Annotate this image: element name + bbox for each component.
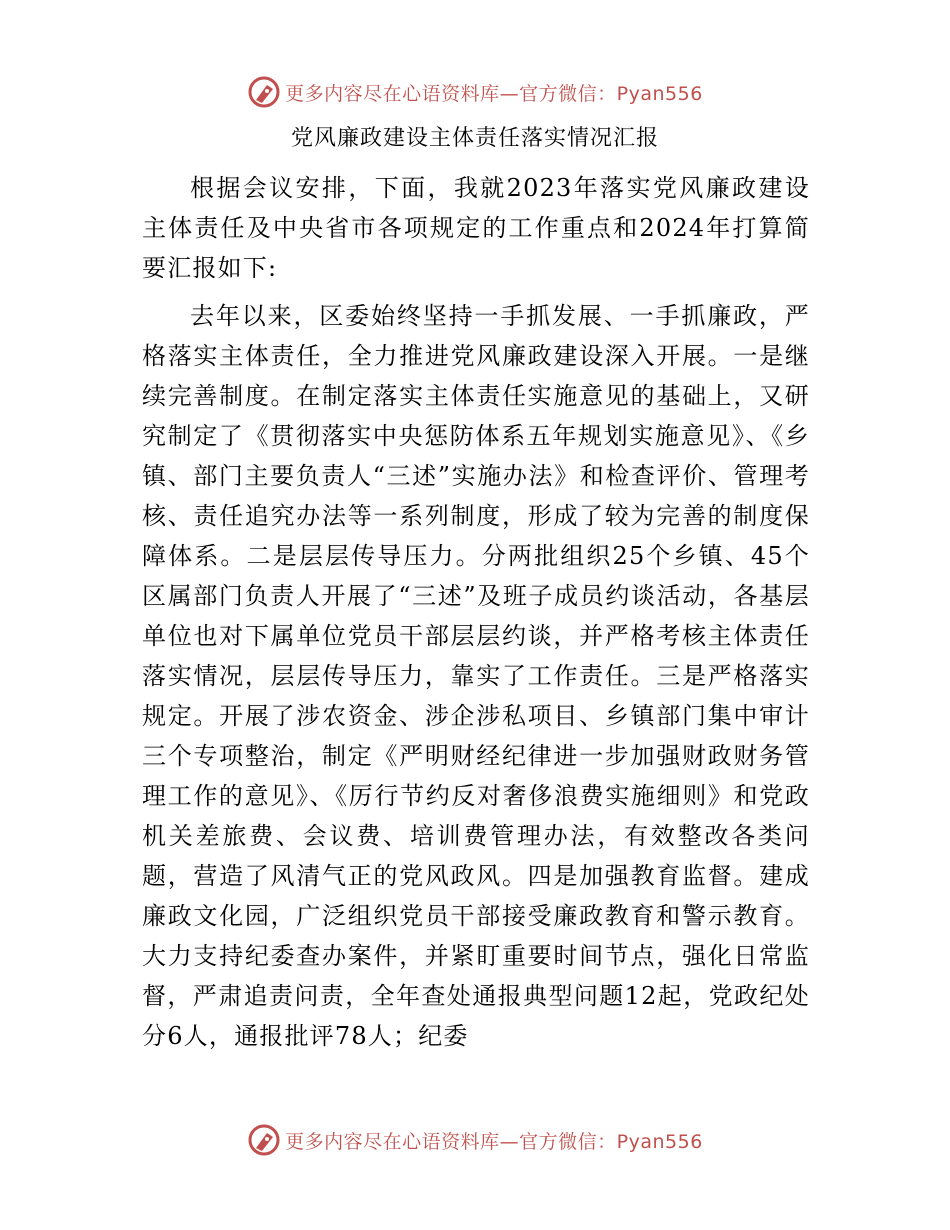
document-body — [142, 168, 810, 1056]
paragraph: 去年以来，区委始终坚持一手抓发展、一手抓廉政，严格落实主体责任，全力推进党风廉政建设深入开展。一是继续完善制度。在制定落实主体责任实施意见的基础上，又研究制定了《贯彻落实中央惩防体系五年规划实施意见》、《乡镇、部门主要负责人“三述”实施办法》和检查评价、管理考核、责任追究办法等一系列制度，形成了较为完善的制度保障体系。二是层层传导压力。分两批组织25个乡镇、45个区属部门负责人开展了“三述”及班子成员约谈活动，各基层单位也对下属单位党员干部层层约谈，并严格考核主体责任落实情况，层层传导压力，靠实了工作责任。三是严格落实规定。开展了涉农资金、涉企涉私项目、乡镇部门集中审计三个专项整治，制定《严明财经纪律进一步加强财政财务管理工作的意见》、《厉行节约反对奢侈浪费实施细则》和党政机关差旅费、会议费、培训费管理办法，有效整改各类问题，营造了风清气正的党风政风。四是加强教育监督。建成廉政文化园，广泛组织党员干部接受廉政教育和警示教育。大力支持纪委查办案件，并紧盯重要时间节点，强化日常监督，严肃追责问责，全年查处通报典型问题12起，党政纪处分6人，通报批评78人；纪委 — [142, 302, 810, 1050]
paragraph: 根据会议安排，下面，我就2023年落实党风廉政建设主体责任及中央省市各项规定的工作重点和2024年打算简要汇报如下: — [142, 174, 810, 282]
watermark-header — [0, 72, 950, 112]
pen-nib-circle-icon — [247, 75, 281, 109]
watermark-footer — [0, 1120, 950, 1160]
document-title: 党风廉政建设主体责任落实情况汇报 — [290, 126, 659, 151]
watermark-text: 更多内容尽在心语资料库—官方微信：Pyan556 — [285, 1130, 703, 1153]
pen-nib-circle-icon — [247, 1123, 281, 1157]
watermark-text: 更多内容尽在心语资料库—官方微信：Pyan556 — [285, 82, 703, 105]
